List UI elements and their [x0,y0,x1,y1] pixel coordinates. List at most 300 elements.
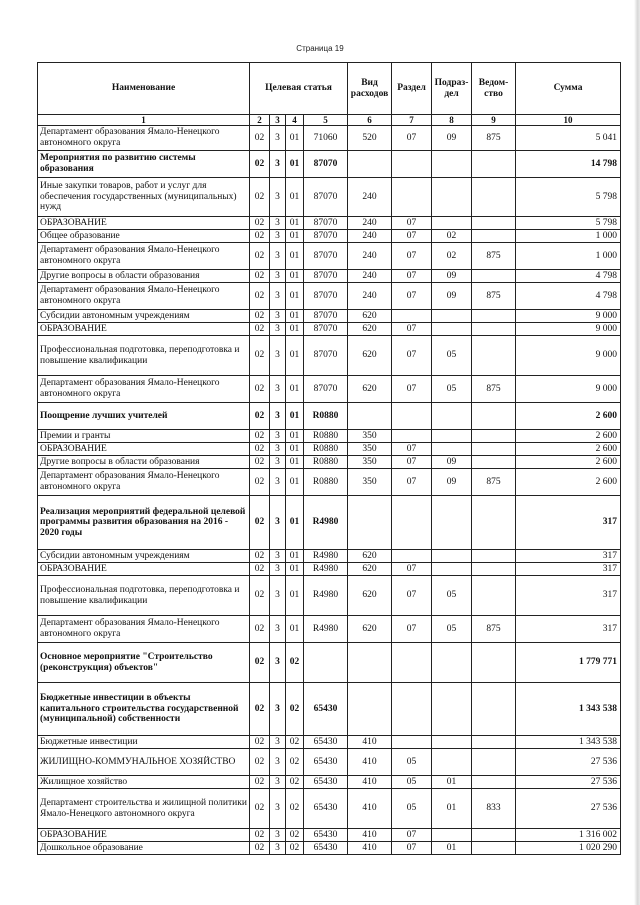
table-body [38,126,621,855]
column-number: 1 [38,115,250,126]
department-cell [472,178,516,217]
amount-cell: 1 000 [516,230,621,243]
target-code-1-cell: 02 [250,643,270,683]
row-name-cell: Общее образование [38,230,250,243]
section-cell: 07 [392,563,432,576]
target-code-3-cell: 02 [286,736,304,749]
department-cell [472,403,516,430]
subsection-cell: 09 [432,270,472,283]
target-code-2-cell: 3 [270,643,286,683]
subsection-cell [432,736,472,749]
amount-cell: 2 600 [516,430,621,443]
target-code-2-cell: 3 [270,576,286,616]
expense-type-cell: 620 [348,323,392,336]
target-code-2-cell: 3 [270,126,286,151]
target-code-4-cell: R0880 [304,403,348,430]
target-code-2-cell: 3 [270,736,286,749]
column-number: 7 [392,115,432,126]
target-code-2-cell: 3 [270,776,286,789]
target-code-4-cell: R0880 [304,443,348,456]
target-code-3-cell: 01 [286,443,304,456]
target-code-3-cell: 02 [286,829,304,842]
row-name-cell: Департамент образования Ямало-Ненецкого автономного округа [38,469,250,496]
table-row [38,323,621,336]
department-cell: 875 [472,616,516,643]
subsection-cell [432,829,472,842]
section-cell: 07 [392,283,432,310]
target-code-3-cell: 01 [286,563,304,576]
row-name-cell: Дошкольное образование [38,842,250,855]
row-name-cell: Профессиональная подготовка, переподготовка и повышение квалификации [38,336,250,376]
department-cell [472,336,516,376]
target-code-4-cell: 87070 [304,323,348,336]
target-code-3-cell: 01 [286,323,304,336]
column-number: 4 [286,115,304,126]
target-code-4-cell [304,643,348,683]
amount-cell: 1 343 538 [516,736,621,749]
row-name-cell: Поощрение лучших учителей [38,403,250,430]
target-code-4-cell: 87070 [304,178,348,217]
target-code-2-cell: 3 [270,789,286,829]
target-code-2-cell: 3 [270,230,286,243]
expense-type-cell: 410 [348,789,392,829]
expense-type-cell: 240 [348,270,392,283]
amount-cell: 317 [516,616,621,643]
header-subsection: Подраз-дел [432,63,472,115]
expense-type-cell: 240 [348,217,392,230]
section-cell: 07 [392,842,432,855]
department-cell [472,842,516,855]
subsection-cell: 01 [432,776,472,789]
target-code-3-cell: 01 [286,283,304,310]
table-row [38,376,621,403]
subsection-cell [432,430,472,443]
subsection-cell: 02 [432,230,472,243]
row-name-cell: Иные закупки товаров, работ и услуг для обеспечения государственных (муниципальных) нужд [38,178,250,217]
target-code-2-cell: 3 [270,563,286,576]
column-number: 10 [516,115,621,126]
header-department: Ведом-ство [472,63,516,115]
department-cell [472,563,516,576]
section-cell: 07 [392,217,432,230]
section-cell: 07 [392,126,432,151]
amount-cell: 2 600 [516,443,621,456]
target-code-1-cell: 02 [250,842,270,855]
subsection-cell: 09 [432,456,472,469]
section-cell [392,550,432,563]
row-name-cell: Реализация мероприятий федеральной целевой программы развития образования на 2016 - 2020 годы [38,496,250,550]
target-code-4-cell: 87070 [304,310,348,323]
target-code-3-cell: 02 [286,776,304,789]
target-code-3-cell: 01 [286,243,304,270]
table-row [38,736,621,749]
department-cell [472,456,516,469]
target-code-1-cell: 02 [250,829,270,842]
subsection-cell [432,323,472,336]
department-cell: 875 [472,283,516,310]
target-code-1-cell: 02 [250,323,270,336]
subsection-cell [432,403,472,430]
header-target-article: Целевая статья [250,63,348,115]
target-code-3-cell: 02 [286,842,304,855]
target-code-2-cell: 3 [270,430,286,443]
amount-cell: 4 798 [516,270,621,283]
target-code-1-cell: 02 [250,749,270,776]
target-code-4-cell: R4980 [304,616,348,643]
column-number: 9 [472,115,516,126]
subsection-cell: 05 [432,336,472,376]
section-cell: 07 [392,616,432,643]
target-code-1-cell: 02 [250,310,270,323]
amount-cell: 317 [516,496,621,550]
target-code-1-cell: 02 [250,616,270,643]
subsection-cell: 01 [432,842,472,855]
table-row [38,749,621,776]
section-cell: 07 [392,323,432,336]
subsection-cell [432,550,472,563]
subsection-cell [432,643,472,683]
row-name-cell: Департамент образования Ямало-Ненецкого автономного округа [38,376,250,403]
row-name-cell: Департамент образования Ямало-Ненецкого автономного округа [38,283,250,310]
target-code-1-cell: 02 [250,469,270,496]
department-cell [472,323,516,336]
subsection-cell [432,310,472,323]
target-code-4-cell: 87070 [304,283,348,310]
subsection-cell: 05 [432,616,472,643]
target-code-2-cell: 3 [270,683,286,736]
amount-cell: 5 041 [516,126,621,151]
target-code-1-cell: 02 [250,736,270,749]
target-code-2-cell: 3 [270,749,286,776]
expense-type-cell: 620 [348,616,392,643]
table-row [38,842,621,855]
target-code-2-cell: 3 [270,336,286,376]
expense-type-cell: 410 [348,736,392,749]
target-code-2-cell: 3 [270,243,286,270]
target-code-1-cell: 02 [250,789,270,829]
row-name-cell: ОБРАЗОВАНИЕ [38,323,250,336]
table-row [38,443,621,456]
section-cell [392,151,432,178]
table-row [38,178,621,217]
department-cell [472,749,516,776]
table-row [38,283,621,310]
target-code-3-cell: 01 [286,576,304,616]
target-code-2-cell: 3 [270,616,286,643]
department-cell [472,576,516,616]
expense-type-cell: 620 [348,550,392,563]
target-code-3-cell: 01 [286,126,304,151]
expense-type-cell: 410 [348,842,392,855]
target-code-4-cell: 65430 [304,842,348,855]
target-code-1-cell: 02 [250,496,270,550]
table-row [38,643,621,683]
section-cell [392,403,432,430]
subsection-cell [432,749,472,776]
row-name-cell: Бюджетные инвестиции [38,736,250,749]
amount-cell: 4 798 [516,283,621,310]
section-cell: 07 [392,230,432,243]
department-cell [472,270,516,283]
target-code-1-cell: 02 [250,217,270,230]
expense-type-cell: 350 [348,456,392,469]
section-cell: 05 [392,749,432,776]
target-code-3-cell: 01 [286,456,304,469]
target-code-1-cell: 02 [250,550,270,563]
amount-cell: 5 798 [516,217,621,230]
subsection-cell: 05 [432,376,472,403]
row-name-cell: Субсидии автономным учреждениям [38,310,250,323]
table-row [38,683,621,736]
table-row [38,829,621,842]
expense-type-cell [348,643,392,683]
amount-cell: 317 [516,563,621,576]
target-code-1-cell: 02 [250,776,270,789]
section-cell: 07 [392,336,432,376]
row-name-cell: Премии и гранты [38,430,250,443]
section-cell: 07 [392,270,432,283]
table-row [38,336,621,376]
section-cell: 07 [392,456,432,469]
row-name-cell: Другие вопросы в области образования [38,456,250,469]
target-code-4-cell: 87070 [304,243,348,270]
target-code-3-cell: 02 [286,683,304,736]
target-code-3-cell: 02 [286,789,304,829]
amount-cell: 1 000 [516,243,621,270]
target-code-1-cell: 02 [250,456,270,469]
target-code-1-cell: 02 [250,243,270,270]
table-row [38,430,621,443]
amount-cell: 317 [516,550,621,563]
budget-table [37,62,621,855]
expense-type-cell: 410 [348,829,392,842]
target-code-3-cell: 01 [286,270,304,283]
department-cell [472,430,516,443]
target-code-4-cell: R4980 [304,496,348,550]
expense-type-cell: 350 [348,469,392,496]
amount-cell: 1 020 290 [516,842,621,855]
section-cell: 07 [392,829,432,842]
target-code-1-cell: 02 [250,430,270,443]
column-number: 2 [250,115,270,126]
target-code-4-cell: 71060 [304,126,348,151]
table-row [38,550,621,563]
table-row [38,789,621,829]
subsection-cell [432,217,472,230]
department-cell [472,217,516,230]
expense-type-cell: 620 [348,310,392,323]
target-code-4-cell: 65430 [304,829,348,842]
section-cell [392,643,432,683]
expense-type-cell [348,683,392,736]
target-code-3-cell: 02 [286,749,304,776]
target-code-4-cell: R4980 [304,550,348,563]
department-cell [472,736,516,749]
table-row [38,310,621,323]
target-code-4-cell: R0880 [304,456,348,469]
header-section: Раздел [392,63,432,115]
target-code-2-cell: 3 [270,550,286,563]
expense-type-cell: 240 [348,178,392,217]
amount-cell: 1 343 538 [516,683,621,736]
subsection-cell [432,683,472,736]
target-code-2-cell: 3 [270,496,286,550]
amount-cell: 9 000 [516,376,621,403]
target-code-3-cell: 02 [286,643,304,683]
table-row [38,576,621,616]
table-row [38,230,621,243]
target-code-2-cell: 3 [270,469,286,496]
target-code-2-cell: 3 [270,178,286,217]
target-code-1-cell: 02 [250,336,270,376]
department-cell: 875 [472,376,516,403]
subsection-cell [432,178,472,217]
row-name-cell: ЖИЛИЩНО-КОММУНАЛЬНОЕ ХОЗЯЙСТВО [38,749,250,776]
column-number: 3 [270,115,286,126]
table-row [38,496,621,550]
scan-edge-shadow [634,0,640,905]
target-code-4-cell: 87070 [304,217,348,230]
expense-type-cell: 410 [348,749,392,776]
target-code-3-cell: 01 [286,430,304,443]
target-code-3-cell: 01 [286,376,304,403]
department-cell: 875 [472,469,516,496]
target-code-1-cell: 02 [250,178,270,217]
subsection-cell [432,443,472,456]
section-cell: 05 [392,789,432,829]
expense-type-cell: 620 [348,576,392,616]
target-code-4-cell: 65430 [304,789,348,829]
row-name-cell: Департамент образования Ямало-Ненецкого автономного округа [38,126,250,151]
target-code-4-cell: 87070 [304,376,348,403]
section-cell [392,496,432,550]
target-code-2-cell: 3 [270,270,286,283]
amount-cell: 9 000 [516,310,621,323]
table-row [38,270,621,283]
target-code-4-cell: R0880 [304,469,348,496]
row-name-cell: ОБРАЗОВАНИЕ [38,443,250,456]
row-name-cell: Другие вопросы в области образования [38,270,250,283]
target-code-4-cell: R0880 [304,430,348,443]
section-cell [392,736,432,749]
target-code-4-cell: 65430 [304,683,348,736]
expense-type-cell [348,496,392,550]
row-name-cell: Департамент образования Ямало-Ненецкого автономного округа [38,243,250,270]
table-row [38,403,621,430]
target-code-2-cell: 3 [270,456,286,469]
expense-type-cell [348,403,392,430]
target-code-1-cell: 02 [250,230,270,243]
target-code-1-cell: 02 [250,563,270,576]
row-name-cell: ОБРАЗОВАНИЕ [38,829,250,842]
row-name-cell: Профессиональная подготовка, переподготовка и повышение квалификации [38,576,250,616]
expense-type-cell: 240 [348,283,392,310]
target-code-3-cell: 01 [286,230,304,243]
target-code-4-cell: R4980 [304,563,348,576]
page-number-label: Страница 19 [296,44,344,53]
target-code-2-cell: 3 [270,842,286,855]
target-code-2-cell: 3 [270,283,286,310]
department-cell [472,776,516,789]
amount-cell: 1 316 002 [516,829,621,842]
table-row [38,456,621,469]
target-code-3-cell: 01 [286,217,304,230]
row-name-cell: Департамент строительства и жилищной политики Ямало-Ненецкого автономного округа [38,789,250,829]
target-code-4-cell: 87070 [304,230,348,243]
column-number: 8 [432,115,472,126]
amount-cell: 5 798 [516,178,621,217]
table-row [38,217,621,230]
header-name: Наименование [38,63,250,115]
amount-cell: 1 779 771 [516,643,621,683]
department-cell [472,310,516,323]
amount-cell: 14 798 [516,151,621,178]
row-name-cell: Мероприятия по развитию системы образования [38,151,250,178]
section-cell: 07 [392,576,432,616]
department-cell [472,496,516,550]
section-cell [392,178,432,217]
table-row [38,243,621,270]
department-cell [472,550,516,563]
department-cell: 833 [472,789,516,829]
amount-cell: 9 000 [516,336,621,376]
table-row [38,469,621,496]
amount-cell: 9 000 [516,323,621,336]
expense-type-cell: 520 [348,126,392,151]
target-code-4-cell: 65430 [304,749,348,776]
target-code-3-cell: 01 [286,336,304,376]
target-code-4-cell: R4980 [304,576,348,616]
target-code-2-cell: 3 [270,217,286,230]
target-code-2-cell: 3 [270,310,286,323]
table-row [38,151,621,178]
subsection-cell: 05 [432,576,472,616]
header-expense-type: Вид расходов [348,63,392,115]
target-code-4-cell: 65430 [304,736,348,749]
amount-cell: 317 [516,576,621,616]
section-cell: 07 [392,243,432,270]
section-cell: 05 [392,776,432,789]
table-header-row [38,63,621,115]
column-number-row [38,115,621,126]
target-code-2-cell: 3 [270,403,286,430]
target-code-1-cell: 02 [250,151,270,178]
amount-cell: 27 536 [516,789,621,829]
amount-cell: 2 600 [516,456,621,469]
table-row [38,616,621,643]
target-code-3-cell: 01 [286,178,304,217]
subsection-cell: 09 [432,469,472,496]
table-row [38,776,621,789]
expense-type-cell: 620 [348,563,392,576]
department-cell [472,443,516,456]
section-cell [392,683,432,736]
amount-cell: 27 536 [516,749,621,776]
expense-type-cell: 350 [348,443,392,456]
section-cell: 07 [392,469,432,496]
department-cell: 875 [472,126,516,151]
expense-type-cell: 410 [348,776,392,789]
target-code-1-cell: 02 [250,126,270,151]
subsection-cell [432,151,472,178]
target-code-1-cell: 02 [250,283,270,310]
subsection-cell: 09 [432,126,472,151]
row-name-cell: Основное мероприятие "Строительство (реконструкция) объектов" [38,643,250,683]
column-number: 5 [304,115,348,126]
target-code-4-cell: 87070 [304,336,348,376]
amount-cell: 2 600 [516,469,621,496]
row-name-cell: Жилищное хозяйство [38,776,250,789]
